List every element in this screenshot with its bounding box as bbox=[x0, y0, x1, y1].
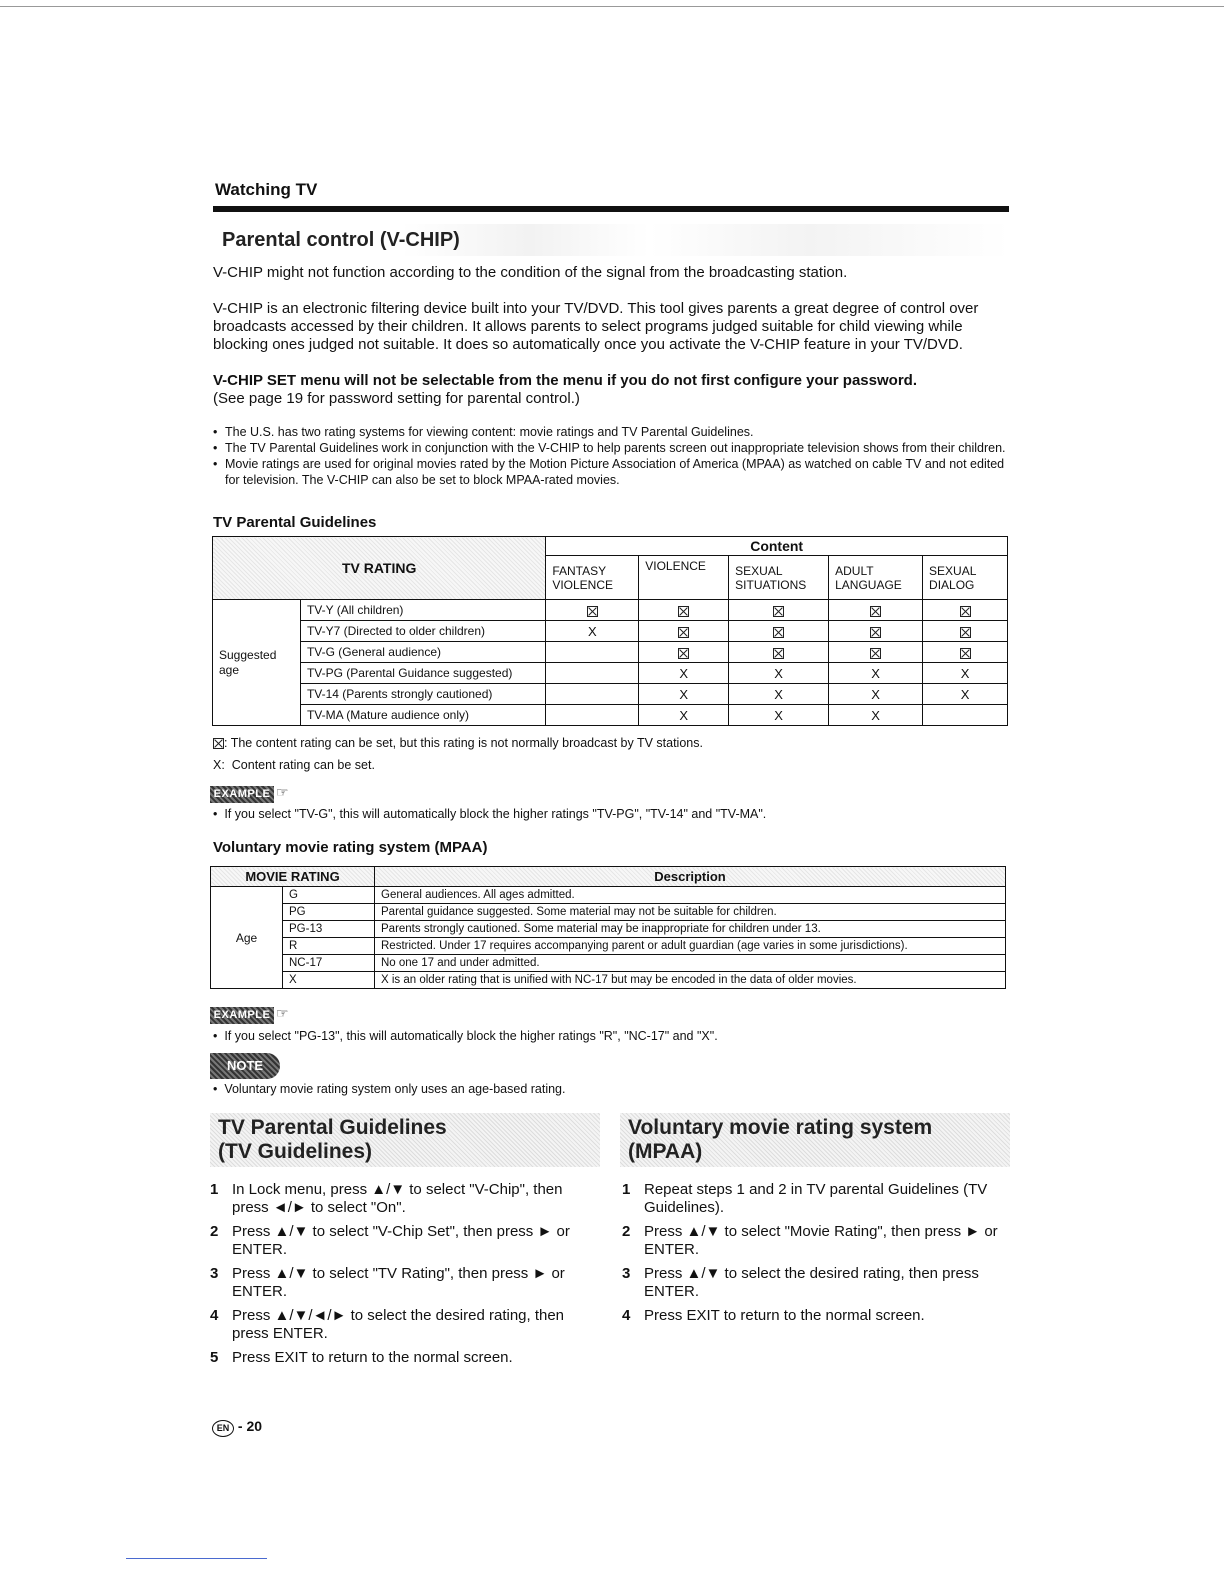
language-badge: EN bbox=[212, 1420, 234, 1437]
rating-cell: TV-G (General audience) bbox=[300, 642, 545, 663]
content-cell bbox=[923, 705, 1008, 726]
header-rule bbox=[213, 206, 1009, 212]
content-cell bbox=[546, 663, 639, 684]
content-cell bbox=[546, 705, 639, 726]
table-row bbox=[211, 972, 1006, 989]
intro-paragraph: V-CHIP might not function according to the condition of the signal from the broadcasting station. bbox=[213, 264, 848, 281]
tv-guidelines-heading: TV Parental Guidelines bbox=[213, 514, 377, 531]
content-cell: X bbox=[546, 621, 639, 642]
pointing-hand-icon: ☞ bbox=[276, 784, 289, 800]
settable-box-icon bbox=[870, 606, 881, 617]
pointing-hand-icon: ☞ bbox=[276, 1005, 289, 1021]
movie-rating-header: MOVIE RATING bbox=[211, 867, 375, 887]
content-cell bbox=[829, 642, 923, 663]
page-number: - 20 bbox=[237, 1418, 263, 1434]
description-cell: No one 17 and under admitted. bbox=[375, 955, 1006, 972]
rating-cell: TV-Y7 (Directed to older children) bbox=[300, 621, 545, 642]
list-item: 3 Press ▲/▼ to select "TV Rating", then press ► or ENTER. bbox=[210, 1265, 565, 1300]
list-item: • Movie ratings are used for original movies rated by the Motion Picture Association of America (MPAA) as watched on cable TV and not edited for television. The V-CHIP can also be set to block MPAA-rated movies. bbox=[213, 456, 1013, 488]
section-label: Watching TV bbox=[215, 180, 318, 199]
list-item: 1 In Lock menu, press ▲/▼ to select "V-Chip", then press ◄/► to select "On". bbox=[210, 1181, 563, 1216]
description-cell: Parental guidance suggested. Some material may not be suitable for children. bbox=[375, 904, 1006, 921]
rating-cell: TV-Y (All children) bbox=[300, 600, 545, 621]
settable-box-icon bbox=[870, 627, 881, 638]
content-cell bbox=[639, 642, 729, 663]
content-cell bbox=[729, 621, 829, 642]
rating-cell: X bbox=[283, 972, 375, 989]
tv-rating-header: TV RATING bbox=[213, 537, 546, 600]
box-legend: : The content rating can be set, but this rating is not normally broadcast by TV stations. bbox=[213, 736, 703, 750]
list-item: 4 Press ▲/▼/◄/► to select the desired rating, then press ENTER. bbox=[210, 1307, 565, 1342]
description-cell: Parents strongly cautioned. Some material may be inappropriate for children under 13. bbox=[375, 921, 1006, 938]
age-label: Age bbox=[211, 887, 283, 989]
table-row bbox=[213, 621, 1008, 642]
see-page-note: (See page 19 for password setting for parental control.) bbox=[213, 390, 580, 407]
content-cell: X bbox=[729, 705, 829, 726]
settable-box-icon bbox=[213, 738, 224, 749]
column-header: VIOLENCE bbox=[639, 556, 729, 600]
content-cell bbox=[923, 642, 1008, 663]
note-text: • Voluntary movie rating system only uses an age-based rating. bbox=[213, 1082, 566, 1096]
rating-cell: PG bbox=[283, 904, 375, 921]
table-row bbox=[211, 904, 1006, 921]
table-row bbox=[213, 642, 1008, 663]
content-cell: X bbox=[729, 684, 829, 705]
content-cell bbox=[829, 600, 923, 621]
settable-box-icon bbox=[870, 648, 881, 659]
content-cell: X bbox=[639, 684, 729, 705]
vchip-description: V-CHIP is an electronic filtering device built into your TV/DVD. This tool gives parents a great degree of control over broadcasts accessed by their children. It allows parents to select programs judged suitable for child viewing while blocking ones judged not suitable. It does so automatically once you activate the V-CHIP feature in your TV/DVD. bbox=[213, 300, 979, 353]
description-cell: General audiences. All ages admitted. bbox=[375, 887, 1006, 904]
list-item: 2 Press ▲/▼ to select "V-Chip Set", then press ► or ENTER. bbox=[210, 1223, 570, 1258]
content-cell: X bbox=[829, 705, 923, 726]
column-header: SEXUAL DIALOG bbox=[923, 556, 1008, 600]
table-row bbox=[213, 705, 1008, 726]
content-cell: X bbox=[923, 684, 1008, 705]
content-header: Content bbox=[546, 537, 1008, 556]
content-cell bbox=[729, 600, 829, 621]
list-item: 4 Press EXIT to return to the normal screen. bbox=[622, 1307, 925, 1324]
content-cell bbox=[639, 621, 729, 642]
table-row bbox=[213, 684, 1008, 705]
suggested-age-label: Suggested age bbox=[213, 600, 301, 726]
example-text-1: • If you select "TV-G", this will automatically block the higher ratings "TV-PG", "TV-14" and "TV-MA". bbox=[213, 807, 767, 821]
table-row bbox=[211, 938, 1006, 955]
rating-cell: TV-14 (Parents strongly cautioned) bbox=[300, 684, 545, 705]
content-cell bbox=[546, 642, 639, 663]
content-cell bbox=[923, 600, 1008, 621]
rating-cell: TV-MA (Mature audience only) bbox=[300, 705, 545, 726]
bottom-rule bbox=[126, 1558, 267, 1559]
description-cell: Restricted. Under 17 requires accompanying parent or adult guardian (age varies in some jurisdictions). bbox=[375, 938, 1006, 955]
table-row bbox=[211, 887, 1006, 904]
x-legend: X: Content rating can be set. bbox=[213, 758, 375, 772]
settable-box-icon bbox=[678, 627, 689, 638]
content-cell: X bbox=[639, 705, 729, 726]
content-cell: X bbox=[923, 663, 1008, 684]
content-cell bbox=[546, 684, 639, 705]
settable-box-icon bbox=[678, 606, 689, 617]
column-header: FANTASY VIOLENCE bbox=[546, 556, 639, 600]
column-header: ADULT LANGUAGE bbox=[829, 556, 923, 600]
movie-rating-table bbox=[210, 866, 1006, 989]
content-cell: X bbox=[729, 663, 829, 684]
list-item: 1 Repeat steps 1 and 2 in TV parental Guidelines (TV Guidelines). bbox=[622, 1181, 988, 1216]
description-cell: X is an older rating that is unified with NC-17 but may be encoded in the data of older movies. bbox=[375, 972, 1006, 989]
tv-rating-table bbox=[212, 536, 1008, 726]
content-cell bbox=[639, 600, 729, 621]
list-item: 2 Press ▲/▼ to select "Movie Rating", then press ► or ENTER. bbox=[622, 1223, 998, 1258]
content-cell: X bbox=[639, 663, 729, 684]
list-item: • The TV Parental Guidelines work in conjunction with the V-CHIP to help parents screen out inappropriate television shows from their children. bbox=[213, 440, 1013, 456]
mpaa-banner: Voluntary movie rating system (MPAA) bbox=[620, 1113, 1010, 1167]
top-rule bbox=[0, 6, 1224, 7]
page-footer bbox=[212, 1418, 262, 1437]
rating-cell: R bbox=[283, 938, 375, 955]
table-row bbox=[211, 921, 1006, 938]
settable-box-icon bbox=[960, 648, 971, 659]
settable-box-icon bbox=[773, 627, 784, 638]
tv-guidelines-steps bbox=[210, 1181, 595, 1373]
note-badge: NOTE bbox=[210, 1053, 280, 1079]
content-cell bbox=[829, 621, 923, 642]
settable-box-icon bbox=[587, 606, 598, 617]
content-cell bbox=[729, 642, 829, 663]
rating-cell: PG-13 bbox=[283, 921, 375, 938]
column-header: SEXUAL SITUATIONS bbox=[729, 556, 829, 600]
password-warning: V-CHIP SET menu will not be selectable from the menu if you do not first configure your password. bbox=[213, 372, 917, 389]
content-cell: X bbox=[829, 663, 923, 684]
settable-box-icon bbox=[773, 648, 784, 659]
list-item: 5 Press EXIT to return to the normal screen. bbox=[210, 1349, 513, 1366]
mpaa-steps bbox=[622, 1181, 1007, 1331]
settable-box-icon bbox=[678, 648, 689, 659]
rating-cell: TV-PG (Parental Guidance suggested) bbox=[300, 663, 545, 684]
example-text-2: • If you select "PG-13", this will automatically block the higher ratings "R", "NC-17" and "X". bbox=[213, 1029, 718, 1043]
table-row bbox=[213, 663, 1008, 684]
list-item: 3 Press ▲/▼ to select the desired rating, then press ENTER. bbox=[622, 1265, 979, 1300]
table-row bbox=[213, 600, 1008, 621]
rating-info-list bbox=[213, 424, 1013, 488]
content-cell bbox=[546, 600, 639, 621]
mpaa-heading: Voluntary movie rating system (MPAA) bbox=[213, 839, 488, 856]
description-header: Description bbox=[375, 867, 1006, 887]
tv-guidelines-banner: TV Parental Guidelines (TV Guidelines) bbox=[210, 1113, 600, 1167]
settable-box-icon bbox=[960, 606, 971, 617]
content-cell bbox=[923, 621, 1008, 642]
rating-cell: NC-17 bbox=[283, 955, 375, 972]
page-title: Parental control (V-CHIP) bbox=[222, 229, 460, 251]
table-row bbox=[211, 955, 1006, 972]
settable-box-icon bbox=[960, 627, 971, 638]
settable-box-icon bbox=[773, 606, 784, 617]
rating-cell: G bbox=[283, 887, 375, 904]
content-cell: X bbox=[829, 684, 923, 705]
list-item: • The U.S. has two rating systems for viewing content: movie ratings and TV Parental Guidelines. bbox=[213, 424, 1013, 440]
